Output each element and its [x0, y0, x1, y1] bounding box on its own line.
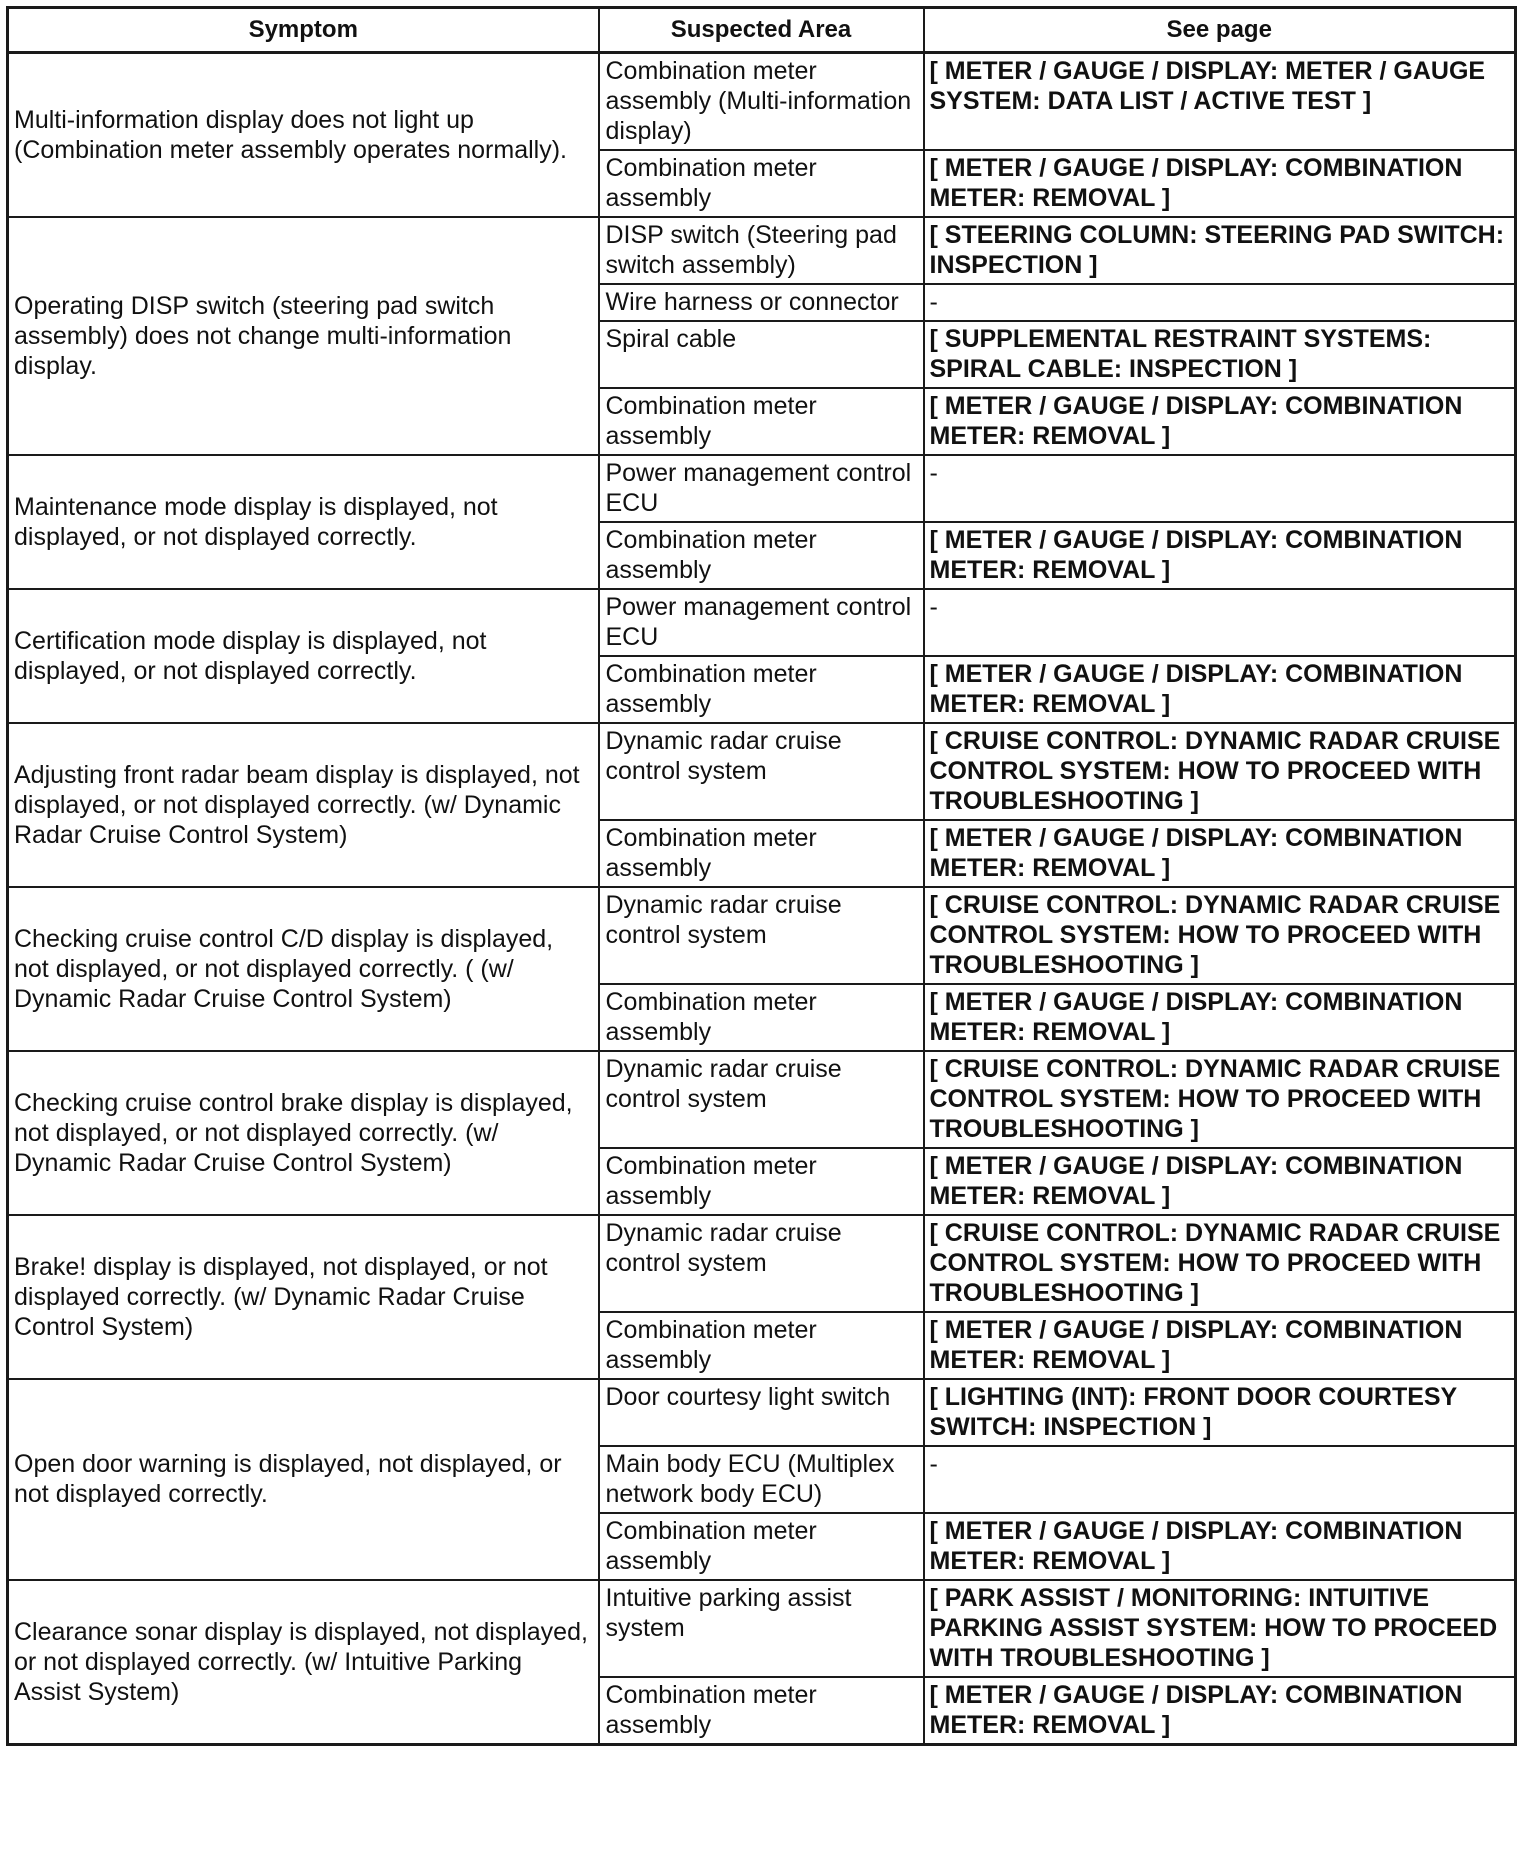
suspected-area-cell: Combination meter assembly: [599, 656, 924, 723]
suspected-area-cell: Dynamic radar cruise control system: [599, 887, 924, 984]
suspected-area-cell: Dynamic radar cruise control system: [599, 1215, 924, 1312]
symptom-cell: Operating DISP switch (steering pad switch assembly) does not change multi-information display.: [8, 217, 599, 455]
table-row: [8, 1051, 1516, 1148]
see-page-cell: [ METER / GAUGE / DISPLAY: COMBINATION METER: REMOVAL ]: [924, 1513, 1516, 1580]
table-row: [8, 53, 1516, 151]
suspected-area-cell: Power management control ECU: [599, 589, 924, 656]
table-row: [8, 723, 1516, 820]
see-page-cell: [ CRUISE CONTROL: DYNAMIC RADAR CRUISE CONTROL SYSTEM: HOW TO PROCEED WITH TROUBLESHOOTING ]: [924, 1215, 1516, 1312]
suspected-area-cell: Combination meter assembly: [599, 1312, 924, 1379]
header-symptom: Symptom: [8, 8, 599, 53]
suspected-area-cell: Combination meter assembly: [599, 820, 924, 887]
see-page-cell: -: [924, 589, 1516, 656]
see-page-cell: [ CRUISE CONTROL: DYNAMIC RADAR CRUISE CONTROL SYSTEM: HOW TO PROCEED WITH TROUBLESHOOTING ]: [924, 723, 1516, 820]
suspected-area-cell: Combination meter assembly: [599, 1148, 924, 1215]
see-page-cell: [ METER / GAUGE / DISPLAY: COMBINATION METER: REMOVAL ]: [924, 388, 1516, 455]
suspected-area-cell: Spiral cable: [599, 321, 924, 388]
see-page-cell: [ CRUISE CONTROL: DYNAMIC RADAR CRUISE CONTROL SYSTEM: HOW TO PROCEED WITH TROUBLESHOOTING ]: [924, 887, 1516, 984]
see-page-cell: [ METER / GAUGE / DISPLAY: COMBINATION METER: REMOVAL ]: [924, 1677, 1516, 1745]
symptom-cell: Clearance sonar display is displayed, not displayed, or not displayed correctly. (w/ Intuitive Parking Assist System): [8, 1580, 599, 1745]
see-page-cell: [ METER / GAUGE / DISPLAY: COMBINATION METER: REMOVAL ]: [924, 522, 1516, 589]
see-page-cell: -: [924, 284, 1516, 321]
suspected-area-cell: Combination meter assembly: [599, 522, 924, 589]
symptom-cell: Checking cruise control brake display is displayed, not displayed, or not displayed correctly. (w/ Dynamic Radar Cruise Control System): [8, 1051, 599, 1215]
symptom-cell: Brake! display is displayed, not displayed, or not displayed correctly. (w/ Dynamic Radar Cruise Control System): [8, 1215, 599, 1379]
suspected-area-cell: Dynamic radar cruise control system: [599, 1051, 924, 1148]
suspected-area-cell: Combination meter assembly: [599, 1677, 924, 1745]
see-page-cell: [ METER / GAUGE / DISPLAY: COMBINATION METER: REMOVAL ]: [924, 820, 1516, 887]
suspected-area-cell: Combination meter assembly: [599, 984, 924, 1051]
see-page-cell: -: [924, 455, 1516, 522]
see-page-cell: [ METER / GAUGE / DISPLAY: COMBINATION METER: REMOVAL ]: [924, 984, 1516, 1051]
see-page-cell: [ PARK ASSIST / MONITORING: INTUITIVE PARKING ASSIST SYSTEM: HOW TO PROCEED WITH TROUBLESHOOTING ]: [924, 1580, 1516, 1677]
see-page-cell: [ METER / GAUGE / DISPLAY: COMBINATION METER: REMOVAL ]: [924, 150, 1516, 217]
table-row: [8, 1580, 1516, 1677]
suspected-area-cell: Dynamic radar cruise control system: [599, 723, 924, 820]
symptom-cell: Open door warning is displayed, not displayed, or not displayed correctly.: [8, 1379, 599, 1580]
table-header-row: [8, 8, 1516, 53]
see-page-cell: -: [924, 1446, 1516, 1513]
see-page-cell: [ CRUISE CONTROL: DYNAMIC RADAR CRUISE CONTROL SYSTEM: HOW TO PROCEED WITH TROUBLESHOOTING ]: [924, 1051, 1516, 1148]
symptom-cell: Multi-information display does not light up (Combination meter assembly operates normally).: [8, 53, 599, 218]
suspected-area-cell: Door courtesy light switch: [599, 1379, 924, 1446]
table-row: [8, 589, 1516, 656]
see-page-cell: [ SUPPLEMENTAL RESTRAINT SYSTEMS: SPIRAL CABLE: INSPECTION ]: [924, 321, 1516, 388]
see-page-cell: [ METER / GAUGE / DISPLAY: COMBINATION METER: REMOVAL ]: [924, 1312, 1516, 1379]
table-row: [8, 1379, 1516, 1446]
header-suspected-area: Suspected Area: [599, 8, 924, 53]
header-see-page: See page: [924, 8, 1516, 53]
see-page-cell: [ METER / GAUGE / DISPLAY: COMBINATION METER: REMOVAL ]: [924, 1148, 1516, 1215]
table-row: [8, 455, 1516, 522]
symptom-cell: Adjusting front radar beam display is displayed, not displayed, or not displayed correctly. (w/ Dynamic Radar Cruise Control System): [8, 723, 599, 887]
suspected-area-cell: Intuitive parking assist system: [599, 1580, 924, 1677]
symptom-cell: Certification mode display is displayed, not displayed, or not displayed correctly.: [8, 589, 599, 723]
see-page-cell: [ LIGHTING (INT): FRONT DOOR COURTESY SWITCH: INSPECTION ]: [924, 1379, 1516, 1446]
table-row: [8, 1215, 1516, 1312]
see-page-cell: [ STEERING COLUMN: STEERING PAD SWITCH: INSPECTION ]: [924, 217, 1516, 284]
suspected-area-cell: Main body ECU (Multiplex network body ECU): [599, 1446, 924, 1513]
symptom-cell: Checking cruise control C/D display is displayed, not displayed, or not displayed correctly. ( (w/ Dynamic Radar Cruise Control System): [8, 887, 599, 1051]
table-row: [8, 217, 1516, 284]
suspected-area-cell: Combination meter assembly: [599, 1513, 924, 1580]
see-page-cell: [ METER / GAUGE / DISPLAY: COMBINATION METER: REMOVAL ]: [924, 656, 1516, 723]
table-row: [8, 887, 1516, 984]
suspected-area-cell: Power management control ECU: [599, 455, 924, 522]
suspected-area-cell: Combination meter assembly: [599, 388, 924, 455]
symptom-cell: Maintenance mode display is displayed, not displayed, or not displayed correctly.: [8, 455, 599, 589]
suspected-area-cell: Wire harness or connector: [599, 284, 924, 321]
suspected-area-cell: Combination meter assembly (Multi-information display): [599, 53, 924, 151]
suspected-area-cell: DISP switch (Steering pad switch assembly): [599, 217, 924, 284]
suspected-area-cell: Combination meter assembly: [599, 150, 924, 217]
symptom-table: [6, 6, 1517, 1746]
see-page-cell: [ METER / GAUGE / DISPLAY: METER / GAUGE SYSTEM: DATA LIST / ACTIVE TEST ]: [924, 53, 1516, 151]
